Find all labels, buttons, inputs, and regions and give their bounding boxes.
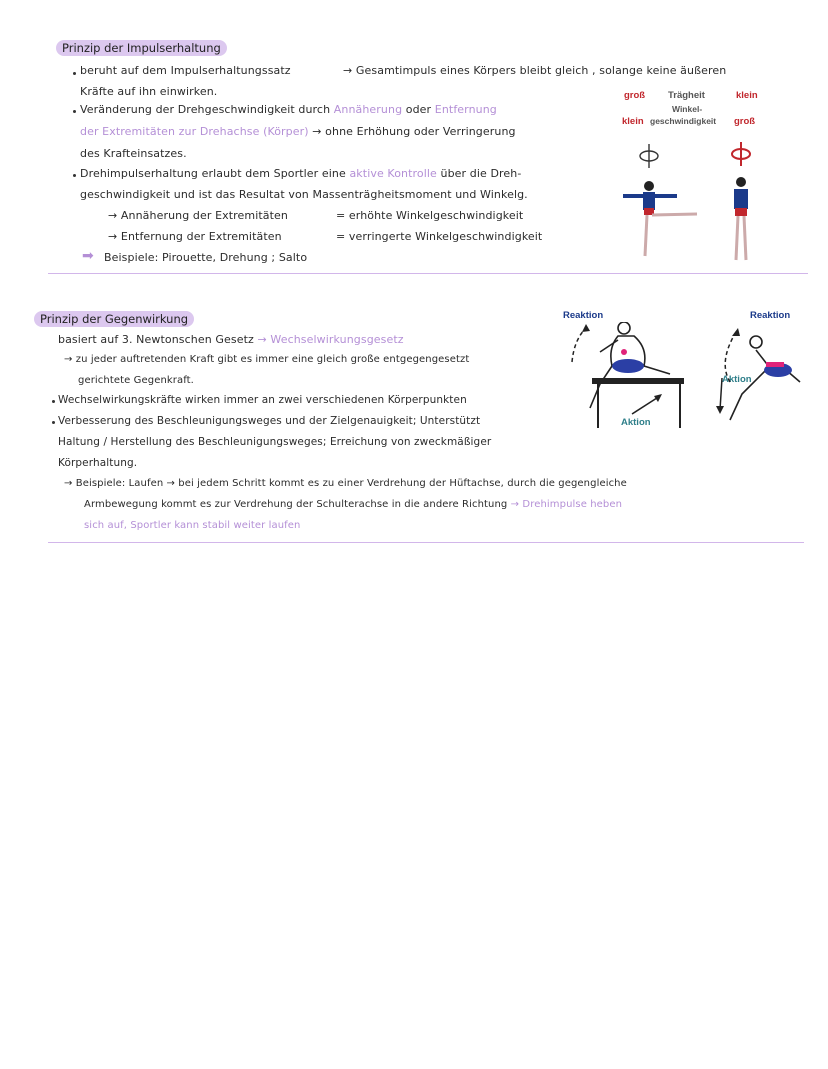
s2-b2-line1: Verbesserung des Beschleunigungsweges und der Zielgenauigkeit; Unterstützt [58, 415, 481, 427]
skater-extended [623, 181, 697, 256]
bullet [73, 72, 76, 75]
s1-sub2b: = verringerte Winkelgeschwindigkeit [336, 230, 543, 243]
fig1-left-top: groß [624, 90, 646, 101]
fig1-right-bottom: groß [734, 116, 756, 127]
bullet [52, 400, 55, 403]
fig1-center-mid2: geschwindigkeit [650, 116, 717, 126]
hurdle [592, 378, 684, 428]
text: basiert auf 3. Newtonschen Gesetz [58, 333, 254, 346]
highlight-extremitaeten: der Extremitäten zur Drehachse (Körper) [80, 125, 309, 138]
hurdler-illustration [560, 322, 815, 432]
s2-line3: gerichtete Gegenkraft. [78, 375, 194, 386]
s1-b1-line2: Kräfte auf ihn einwirken. [80, 85, 218, 98]
section-divider [48, 542, 804, 543]
highlight-drehimpulse: → Drehimpulse heben [510, 499, 623, 510]
text: → ohne Erhöhung oder Verringerung [312, 125, 516, 138]
text: über die Dreh- [440, 167, 522, 180]
section1-title: Prinzip der Impulserhaltung [56, 40, 227, 56]
arrowhead-icon [582, 324, 590, 332]
action-arrow-icon [720, 378, 722, 410]
rotation-arrow-icon [640, 144, 658, 168]
s1-b2-line3: des Krafteinsatzes. [80, 147, 187, 160]
text: Veränderung der Drehgeschwindigkeit durch [80, 103, 331, 116]
text: Drehimpulserhaltung erlaubt dem Sportler eine [80, 167, 346, 180]
section2-title: Prinzip der Gegenwirkung [34, 311, 194, 327]
s2-line1 [58, 333, 404, 347]
fig1-left-bottom: klein [622, 116, 644, 127]
s1-b3-line1 [80, 167, 521, 181]
highlight-annaeherung: Annäherung [333, 103, 403, 116]
s1-b1-line1a: beruht auf dem Impulserhaltungssatz [80, 64, 291, 77]
highlight-aktive-kontrolle: aktive Kontrolle [349, 167, 437, 180]
bullet [73, 174, 76, 177]
fig2-reaktion-right: Reaktion [750, 310, 791, 321]
s2-example-line1: → Beispiele: Laufen → bei jedem Schritt kommt es zu einer Verdrehung der Hüftachse, durch die gegengleiche [64, 478, 627, 489]
fig2-aktion-left: Aktion [621, 417, 651, 428]
text: oder [405, 103, 432, 116]
bullet [73, 110, 76, 113]
action-arrow-icon [632, 396, 660, 414]
s1-examples: Beispiele: Pirouette, Drehung ; Salto [104, 251, 308, 264]
highlight-wechselwirkungsgesetz: → Wechselwirkungsgesetz [257, 333, 404, 346]
fig2-aktion-right: Aktion [722, 374, 752, 385]
text: Armbewegung kommt es zur Verdrehung der Schulterachse in die andere Richtung [84, 499, 508, 510]
skater-compact [734, 177, 748, 260]
fig1-center-mid1: Winkel- [672, 104, 703, 114]
examples-arrow-icon: ➡ [82, 248, 94, 264]
fig2-reaktion-left: Reaktion [563, 310, 604, 321]
s2-line2: → zu jeder auftretenden Kraft gibt es immer eine gleich große entgegengesetzt [64, 354, 470, 365]
s1-sub2a: → Entfernung der Extremitäten [108, 230, 282, 243]
s1-b2-line1 [80, 103, 497, 117]
s1-b3-line2: geschwindigkeit und ist das Resultat von Massenträgheitsmoment und Winkelg. [80, 188, 528, 201]
fig1-center-top: Trägheit [668, 90, 705, 101]
s1-b1-line1b: → Gesamtimpuls eines Körpers bleibt gleich , solange keine äußeren [343, 64, 727, 77]
rotation-arrow-icon [732, 142, 750, 166]
s2-b2-line2: Haltung / Herstellung des Beschleunigungsweges; Erreichung von zweckmäßiger [58, 436, 492, 448]
runner-figure [730, 336, 800, 420]
highlight-entfernung: Entfernung [434, 103, 497, 116]
s2-b2-line3: Körperhaltung. [58, 457, 138, 469]
s2-b1: Wechselwirkungskräfte wirken immer an zwei verschiedenen Körperpunkten [58, 394, 467, 406]
s2-example-line2 [84, 498, 622, 512]
reaction-arrow-icon [572, 328, 586, 362]
s2-example-line3: sich auf, Sportler kann stabil weiter laufen [84, 520, 301, 531]
reaction-arrow-icon [725, 332, 736, 382]
s1-sub1a: → Annäherung der Extremitäten [108, 209, 288, 222]
bullet [52, 421, 55, 424]
fig1-right-top: klein [736, 90, 758, 101]
s1-b2-line2 [80, 125, 516, 139]
section-divider [48, 273, 808, 274]
figure-skater-illustration [615, 138, 765, 266]
s1-sub1b: = erhöhte Winkelgeschwindigkeit [336, 209, 524, 222]
